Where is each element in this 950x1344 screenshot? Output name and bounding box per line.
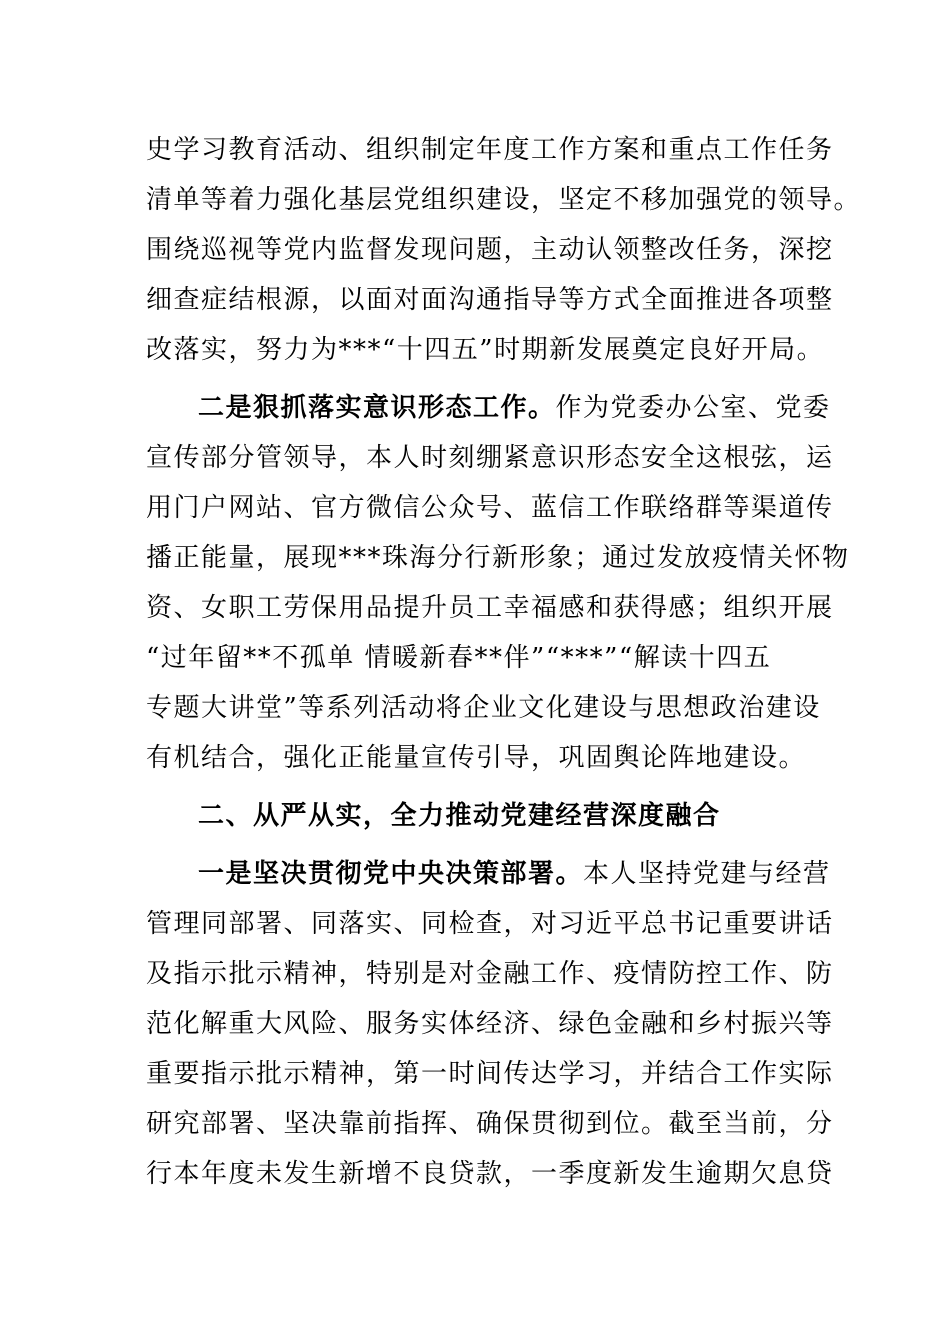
line-text: 细查症结根源，以面对面沟通指导等方式全面推进各项整 (146, 285, 834, 315)
body-line (146, 538, 850, 578)
body-line (146, 180, 862, 220)
line-text: 行本年度未发生新增不良贷款，一季度新发生逾期欠息贷 (146, 1159, 834, 1189)
body-line (146, 438, 834, 478)
paragraph-heading-line (198, 388, 831, 428)
body-line (146, 330, 825, 370)
body-line (146, 738, 806, 778)
body-line (146, 1154, 834, 1194)
body-line (146, 1004, 834, 1044)
paragraph-lead: 一是坚决贯彻党中央决策部署。 (198, 859, 584, 889)
body-line (146, 638, 806, 678)
line-text: 管理同部署、同落实、同检查，对习近平总书记重要讲话 (146, 909, 834, 939)
line-text: 作为党委办公室、党委 (555, 393, 831, 423)
paragraph-heading-line (198, 854, 831, 894)
paragraph-lead: 二是狠抓落实意识形态工作。 (198, 393, 556, 423)
line-text: “过年留**不孤单 情暖新春**伴”“***”“解读十四五 (146, 643, 772, 673)
body-line (146, 1104, 834, 1144)
line-text: 重要指示批示精神，第一时间传达学习，并结合工作实际 (146, 1059, 834, 1089)
section-heading (198, 796, 806, 836)
line-text: 有机结合，强化正能量宣传引导，巩固舆论阵地建设。 (146, 743, 807, 773)
body-line (146, 1054, 834, 1094)
line-text: 改落实，努力为***“十四五”时期新发展奠定良好开局。 (146, 335, 825, 365)
line-text: 及指示批示精神，特别是对金融工作、疫情防控工作、防 (146, 959, 834, 989)
body-line (146, 588, 834, 628)
line-text: 资、女职工劳保用品提升员工幸福感和获得感；组织开展 (146, 593, 834, 623)
line-text: 本人坚持党建与经营 (583, 859, 831, 889)
line-text: 宣传部分管领导，本人时刻绷紧意识形态安全这根弦，运 (146, 443, 834, 473)
line-text: 研究部署、坚决靠前指挥、确保贯彻到位。截至当前，分 (146, 1109, 834, 1139)
section-heading-text: 二、从严从实，全力推动党建经营深度融合 (198, 801, 721, 831)
body-line (146, 954, 834, 994)
body-line (146, 688, 821, 728)
line-text: 围绕巡视等党内监督发现问题，主动认领整改任务，深挖 (146, 235, 834, 265)
body-line (146, 488, 834, 528)
body-line (146, 230, 834, 270)
line-text: 专题大讲堂”等系列活动将企业文化建设与思想政治建设 (146, 693, 821, 723)
body-line (146, 130, 834, 170)
body-line (146, 280, 834, 320)
line-text: 播正能量，展现***珠海分行新形象；通过发放疫情关怀物 (146, 543, 850, 573)
line-text: 清单等着力强化基层党组织建设，坚定不移加强党的领导。 (146, 185, 862, 215)
line-text: 史学习教育活动、组织制定年度工作方案和重点工作任务 (146, 135, 834, 165)
body-line (146, 904, 834, 944)
line-text: 范化解重大风险、服务实体经济、绿色金融和乡村振兴等 (146, 1009, 834, 1039)
line-text: 用门户网站、官方微信公众号、蓝信工作联络群等渠道传 (146, 493, 834, 523)
